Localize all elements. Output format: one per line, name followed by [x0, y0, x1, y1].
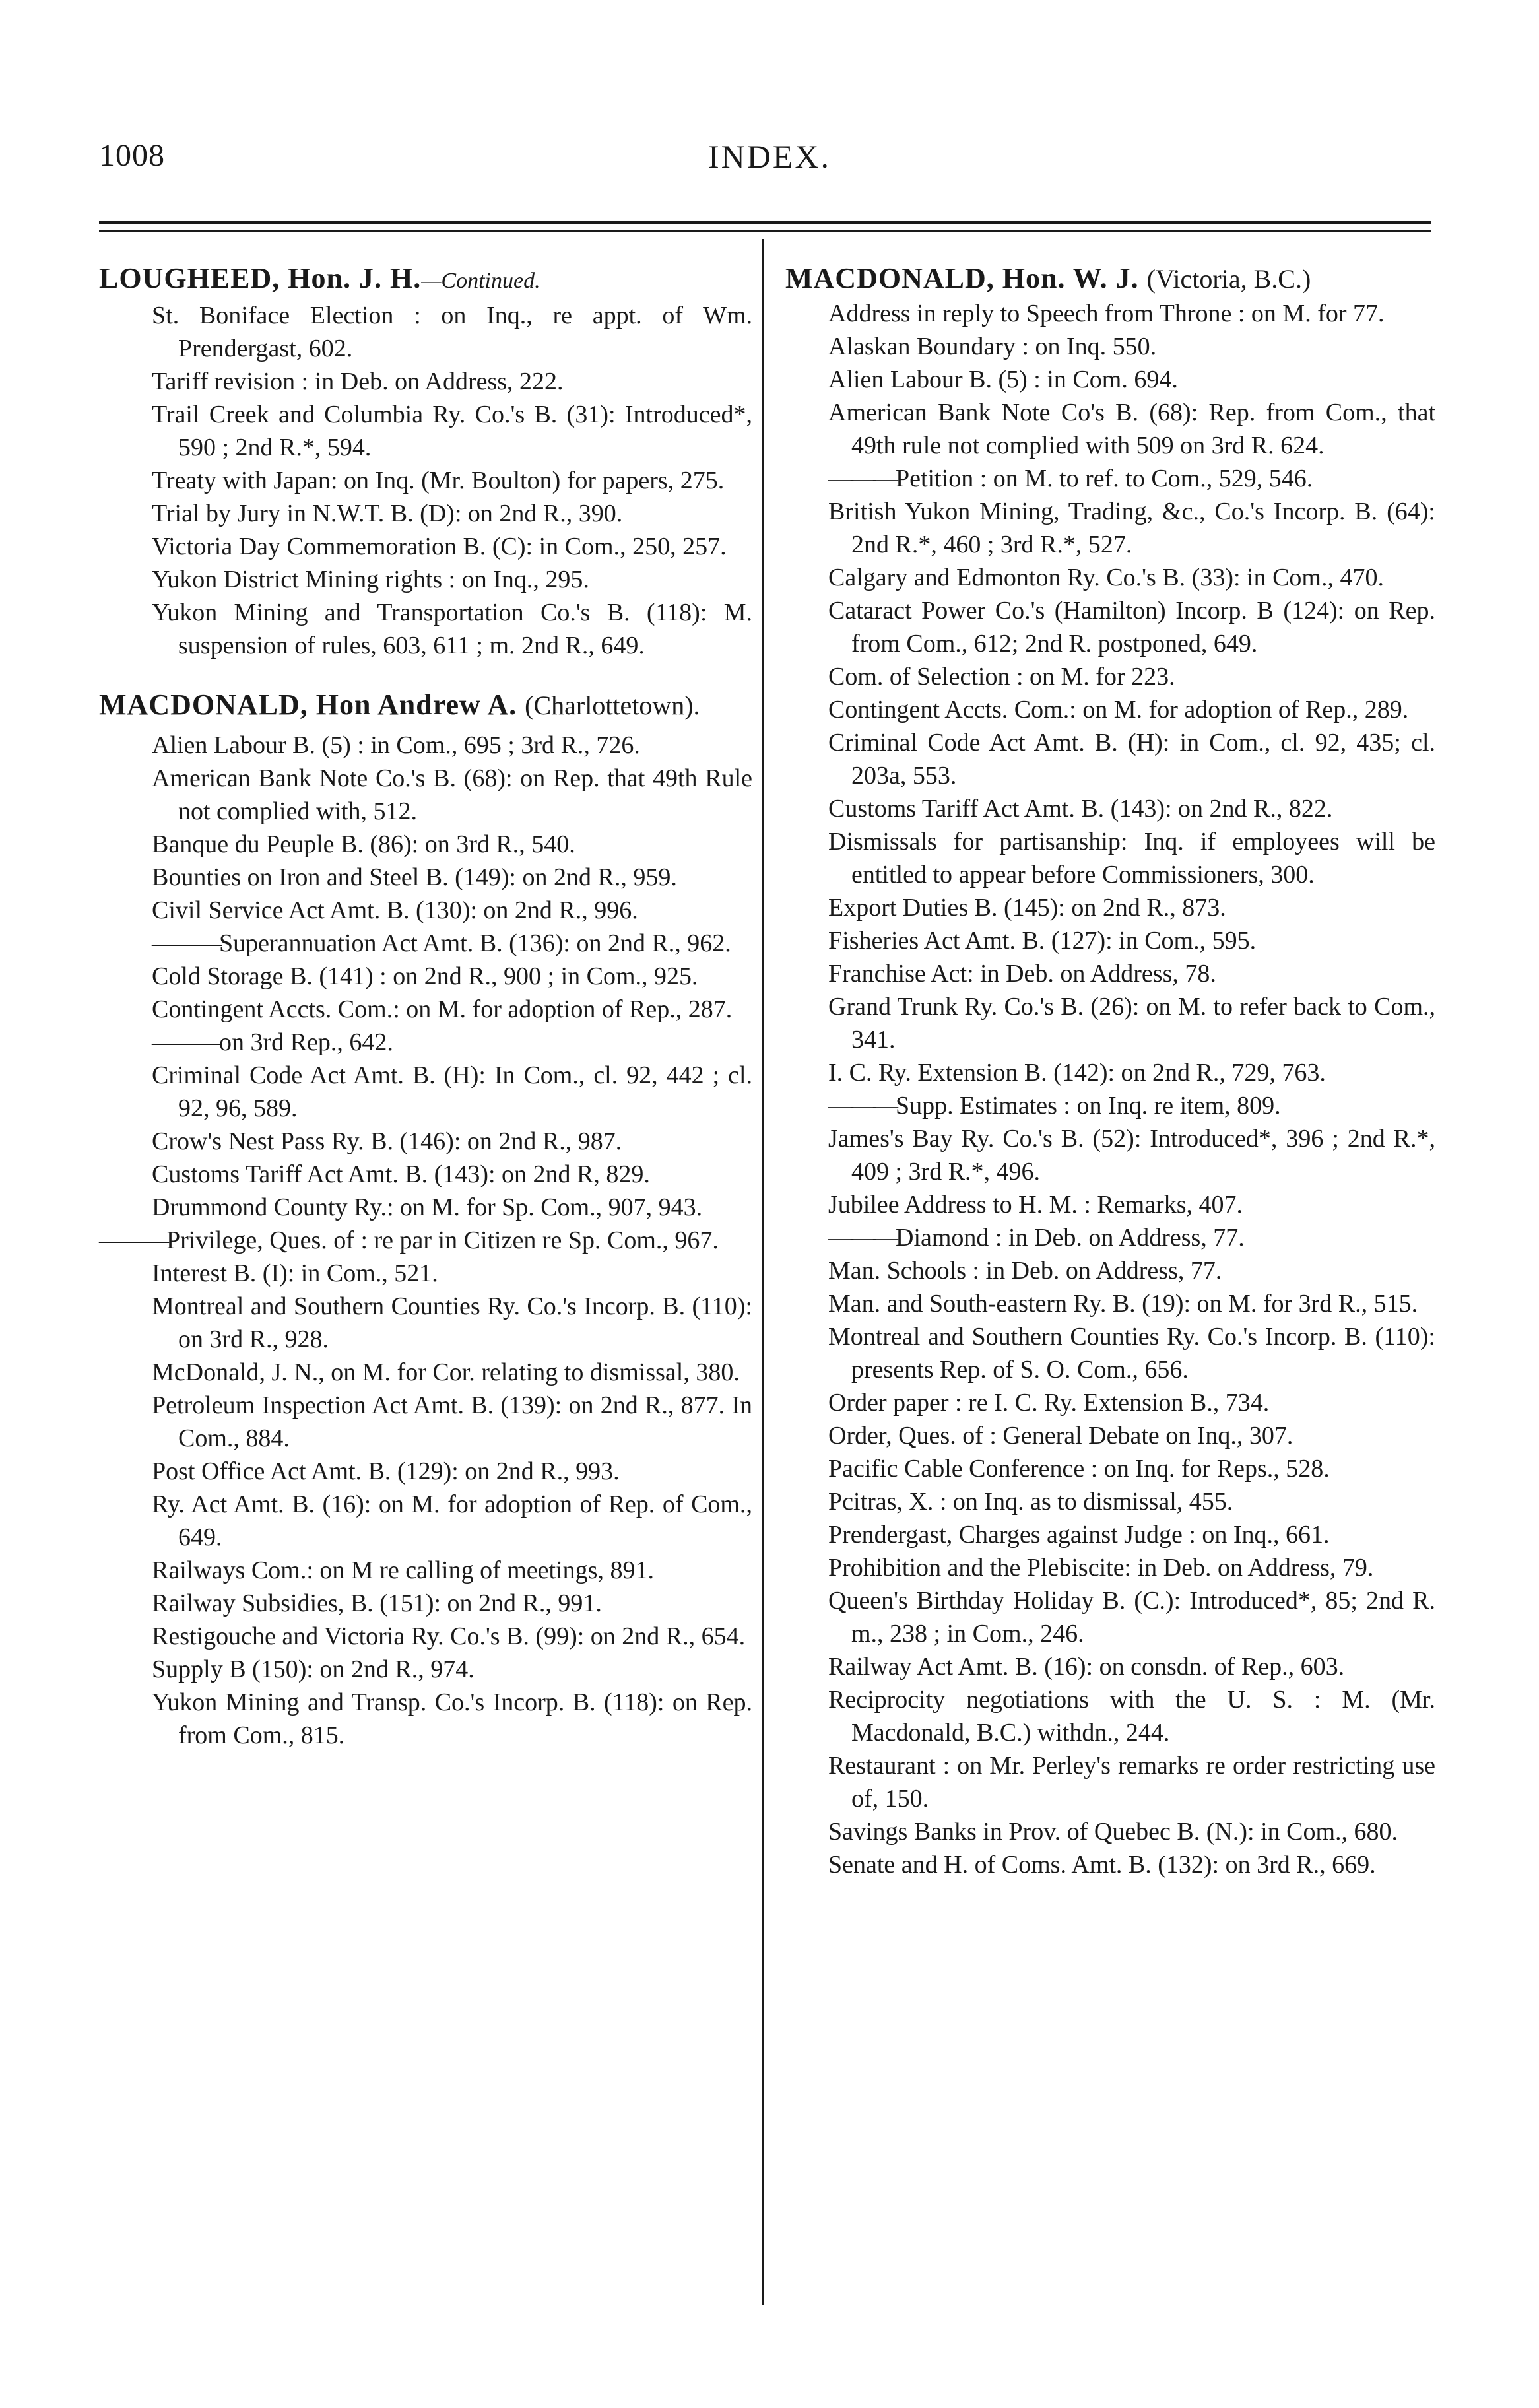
index-entry: Railway Subsidies, B. (151): on 2nd R., 991. [152, 1589, 602, 1617]
index-entry: Interest B. (I): in Com., 521. [152, 1259, 438, 1287]
index-entry: James's Bay Ry. Co.'s B. (52): Introduced*, 396 ; 2nd R.*, 409 ; 3rd R.*, 496. [828, 1125, 1435, 1186]
index-entry: Railways Com.: on M re calling of meetings, 891. [152, 1556, 654, 1584]
index-heading-lougheed [99, 261, 752, 299]
index-entry: Order paper : re I. C. Ry. Extension B., 734. [828, 1389, 1270, 1417]
index-entry: Ry. Act Amt. B. (16): on M. for adoption of Rep. of Com., 649. [152, 1490, 752, 1551]
index-entry: Fisheries Act Amt. B. (127): in Com., 595. [828, 927, 1257, 954]
index-entry: Address in reply to Speech from Throne : on M. for 77. [828, 300, 1385, 327]
index-entry: Pcitras, X. : on Inq. as to dismissal, 455. [828, 1488, 1233, 1516]
index-entry: Man. and South-eastern Ry. B. (19): on M. for 3rd R., 515. [828, 1290, 1418, 1318]
index-entry: Trial by Jury in N.W.T. B. (D): on 2nd R., 390. [152, 500, 623, 527]
heading-name: LOUGHEED, Hon. J. H. [99, 262, 422, 294]
index-entry: Post Office Act Amt. B. (129): on 2nd R., 993. [152, 1457, 620, 1485]
index-entry: Crow's Nest Pass Ry. B. (146): on 2nd R., 987. [152, 1127, 622, 1155]
index-entry: Franchise Act: in Deb. on Address, 78. [828, 960, 1216, 987]
page-number: 1008 [99, 138, 165, 173]
index-entry: Order, Ques. of : General Debate on Inq., 307. [828, 1422, 1293, 1450]
index-entry: Dismissals for partisanship: Inq. if employees will be entitled to appear before Commissioners, 300. [828, 828, 1435, 888]
index-entry: Victoria Day Commemoration B. (C): in Com., 250, 257. [152, 533, 727, 560]
index-entry: Customs Tariff Act Amt. B. (143): on 2nd R, 829. [152, 1160, 650, 1188]
index-entry: Yukon Mining and Transp. Co.'s Incorp. B. (118): on Rep. from Com., 815. [152, 1689, 752, 1749]
index-entry: Yukon District Mining rights : on Inq., 295. [152, 566, 589, 593]
index-entry: Criminal Code Act Amt. B. (H): in Com., cl. 92, 435; cl. 203a, 553. [828, 729, 1435, 789]
index-entry: Tariff revision : in Deb. on Address, 222. [152, 368, 564, 395]
index-sub-entry: ——— Supp. Estimates : on Inq. re item, 809. [785, 1089, 1435, 1122]
index-entry: Yukon Mining and Transportation Co.'s B. (118): M. suspension of rules, 603, 611 ; m. 2nd R., 649. [152, 599, 752, 659]
index-entry: Com. of Selection : on M. for 223. [828, 663, 1175, 690]
index-heading-macdonald-andrew [99, 687, 752, 723]
index-entry: Pacific Cable Conference : on Inq. for Reps., 528. [828, 1455, 1330, 1483]
continued-label: —Continued. [421, 269, 540, 293]
index-entry: Prohibition and the Plebiscite: in Deb. on Address, 79. [828, 1554, 1374, 1582]
index-entry: American Bank Note Co's B. (68): Rep. from Com., that 49th rule not complied with 509 on 3rd R. 624. [828, 399, 1435, 459]
index-sub-entry: ——— Superannuation Act Amt. B. (136): on 2nd R., 962. [99, 927, 752, 960]
index-entry: Savings Banks in Prov. of Quebec B. (N.): in Com., 680. [828, 1818, 1398, 1846]
index-heading-macdonald-wj [785, 261, 1435, 297]
left-column [99, 261, 752, 1752]
index-entry: British Yukon Mining, Trading, &c., Co.'s Incorp. B. (64): 2nd R.*, 460 ; 3rd R.*, 527. [828, 498, 1435, 558]
index-entry: McDonald, J. N., on M. for Cor. relating to dismissal, 380. [152, 1358, 740, 1386]
index-entry: Restigouche and Victoria Ry. Co.'s B. (99): on 2nd R., 654. [152, 1622, 746, 1650]
index-entry: Railway Act Amt. B. (16): on consdn. of Rep., 603. [828, 1653, 1345, 1681]
index-entry: Drummond County Ry.: on M. for Sp. Com., 907, 943. [152, 1193, 703, 1221]
entries-macdonald-andrew [99, 729, 752, 1752]
heading-name: MACDONALD, Hon Andrew A. [99, 688, 517, 721]
index-entry: Reciprocity negotiations with the U. S. : M. (Mr. Macdonald, B.C.) withdn., 244. [828, 1686, 1435, 1747]
index-entry: Banque du Peuple B. (86): on 3rd R., 540. [152, 830, 575, 858]
index-sub-entry: ——— Privilege, Ques. of : re par in Citizen re Sp. Com., 967. [99, 1224, 752, 1257]
running-head: INDEX. [707, 138, 832, 175]
heading-name: MACDONALD, Hon. W. J. [785, 262, 1139, 294]
index-entry: St. Boniface Election : on Inq., re appt. of Wm. Prendergast, 602. [152, 302, 752, 362]
index-entry: Grand Trunk Ry. Co.'s B. (26): on M. to refer back to Com., 341. [828, 993, 1435, 1054]
index-entry: Trail Creek and Columbia Ry. Co.'s B. (31): Introduced*, 590 ; 2nd R.*, 594. [152, 401, 752, 461]
index-entry: Montreal and Southern Counties Ry. Co.'s Incorp. B. (110): on 3rd R., 928. [152, 1292, 752, 1353]
heading-place: (Victoria, B.C.) [1146, 264, 1311, 294]
index-entry: Cold Storage B. (141) : on 2nd R., 900 ; in Com., 925. [152, 962, 698, 990]
index-entry: Treaty with Japan: on Inq. (Mr. Boulton) for papers, 275. [152, 467, 725, 494]
entries-macdonald-wj [785, 297, 1435, 1881]
index-sub-entry: ——— on 3rd Rep., 642. [99, 1026, 752, 1059]
index-entry: Customs Tariff Act Amt. B. (143): on 2nd R., 822. [828, 795, 1333, 822]
header-rule-top [99, 221, 1431, 224]
index-entry: Prendergast, Charges against Judge : on Inq., 661. [828, 1521, 1330, 1549]
index-sub-entry: ——— Diamond : in Deb. on Address, 77. [785, 1221, 1435, 1254]
right-column [785, 261, 1435, 1881]
index-entry: I. C. Ry. Extension B. (142): on 2nd R., 729, 763. [828, 1059, 1326, 1087]
index-entry: Criminal Code Act Amt. B. (H): In Com., cl. 92, 442 ; cl. 92, 96, 589. [152, 1061, 752, 1122]
column-divider [762, 239, 764, 2305]
index-entry: Queen's Birthday Holiday B. (C.): Introduced*, 85; 2nd R. m., 238 ; in Com., 246. [828, 1587, 1435, 1648]
index-entry: Man. Schools : in Deb. on Address, 77. [828, 1257, 1222, 1285]
index-entry: American Bank Note Co.'s B. (68): on Rep. that 49th Rule not complied with, 512. [152, 764, 752, 825]
index-entry: Montreal and Southern Counties Ry. Co.'s Incorp. B. (110): presents Rep. of S. O. Com., 656. [828, 1323, 1435, 1384]
header-rule-bottom [99, 230, 1431, 232]
entries-lougheed [99, 299, 752, 662]
index-sub-entry: ——— Petition : on M. to ref. to Com., 529, 546. [785, 462, 1435, 495]
index-entry: Calgary and Edmonton Ry. Co.'s B. (33): in Com., 470. [828, 564, 1384, 591]
index-entry: Cataract Power Co.'s (Hamilton) Incorp. B (124): on Rep. from Com., 612; 2nd R. postponed, 649. [828, 597, 1435, 657]
index-entry: Jubilee Address to H. M. : Remarks, 407. [828, 1191, 1243, 1219]
index-entry: Senate and H. of Coms. Amt. B. (132): on 3rd R., 669. [828, 1851, 1376, 1879]
index-entry: Civil Service Act Amt. B. (130): on 2nd R., 996. [152, 896, 638, 924]
index-entry: Alien Labour B. (5) : in Com., 695 ; 3rd R., 726. [152, 731, 640, 759]
index-entry: Restaurant : on Mr. Perley's remarks re order restricting use of, 150. [828, 1752, 1435, 1813]
index-entry: Alien Labour B. (5) : in Com. 694. [828, 366, 1178, 393]
index-entry: Petroleum Inspection Act Amt. B. (139): on 2nd R., 877. In Com., 884. [152, 1391, 752, 1452]
index-entry: Export Duties B. (145): on 2nd R., 873. [828, 894, 1226, 921]
index-entry: Contingent Accts. Com.: on M. for adoption of Rep., 289. [828, 696, 1409, 723]
index-entry: Bounties on Iron and Steel B. (149): on 2nd R., 959. [152, 863, 677, 891]
index-entry: Contingent Accts. Com.: on M. for adoption of Rep., 287. [152, 995, 733, 1023]
index-entry: Alaskan Boundary : on Inq. 550. [828, 333, 1157, 360]
index-entry: Supply B (150): on 2nd R., 974. [152, 1656, 475, 1683]
heading-place: (Charlottetown). [525, 690, 700, 720]
